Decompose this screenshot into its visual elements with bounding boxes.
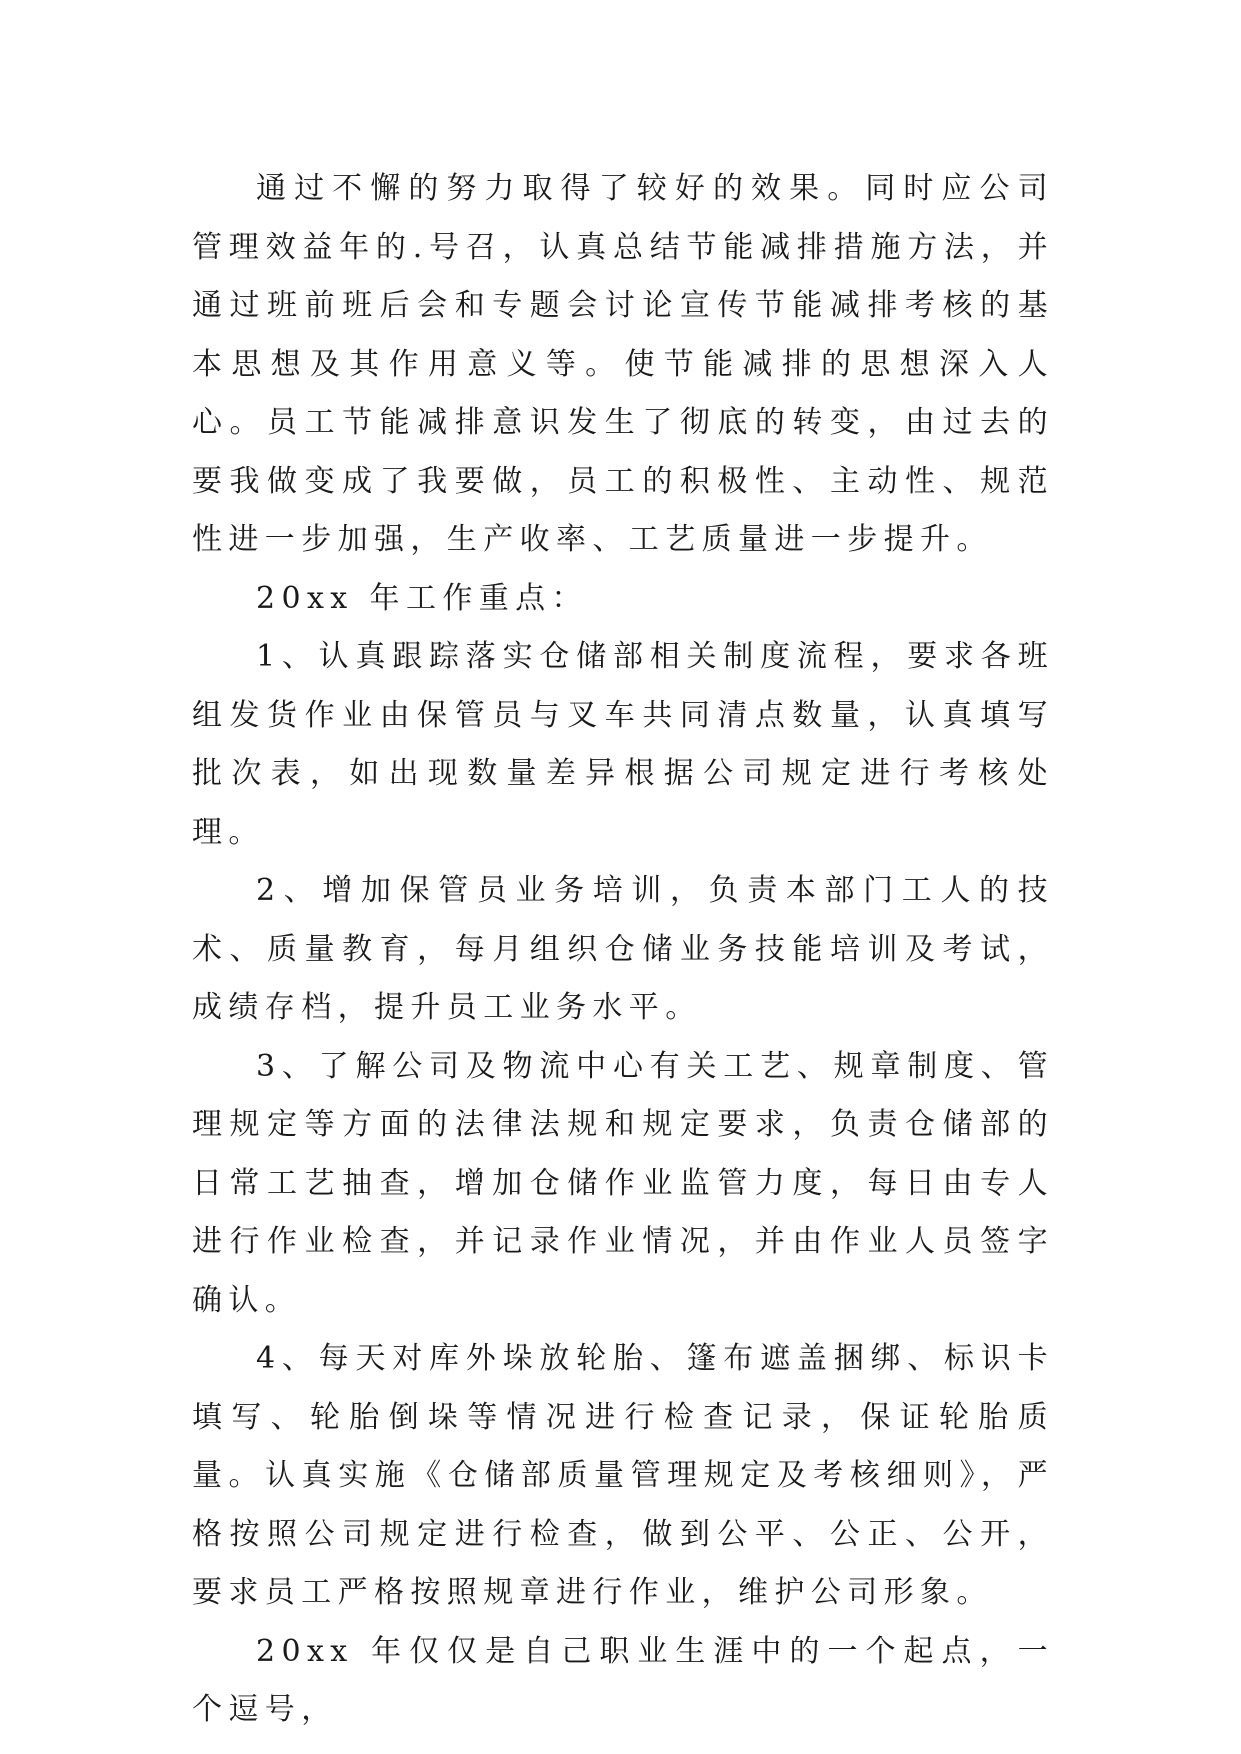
paragraph-closing: 20xx 年仅仅是自己职业生涯中的一个起点，一个逗号，	[192, 1633, 1054, 1727]
paragraph-energy-saving: 通过不懈的努力取得了较好的效果。同时应公司管理效益年的.号召，认真总结节能减排措施方法，并通过班前班后会和专题会讨论宣传节能减排考核的基本思想及其作用意义等。使节能减排的思想深入人心。员工节能减排意识发生了彻底的转变，由过去的要我做变成了我要做，员工的积极性、主动性、规范性进一步加强，生产收率、工艺质量进一步提升。	[192, 171, 1054, 557]
paragraph-item-3: 3、了解公司及物流中心有关工艺、规章制度、管理规定等方面的法律法规和规定要求，负责仓储部的日常工艺抽查，增加仓储作业监管力度，每日由专人进行作业检查，并记录作业情况，并由作业人员签字确认。	[192, 1048, 1054, 1318]
paragraph-item-4: 4、每天对库外垛放轮胎、篷布遮盖捆绑、标识卡填写、轮胎倒垛等情况进行检查记录，保证轮胎质量。认真实施《仓储部质量管理规定及考核细则》，严格按照公司规定进行检查，做到公平、公正、公开，要求员工严格按照规章进行作业，维护公司形象。	[192, 1341, 1054, 1610]
paragraph-work-focus-heading: 20xx 年工作重点：	[256, 580, 588, 616]
document-body	[192, 160, 1054, 1740]
paragraph-item-2: 2、增加保管员业务培训，负责本部门工人的技术、质量教育，每月组织仓储业务技能培训及考试，成绩存档，提升员工业务水平。	[192, 873, 1054, 1025]
paragraph-item-1: 1、认真跟踪落实仓储部相关制度流程，要求各班组发货作业由保管员与叉车共同清点数量，认真填写批次表，如出现数量差异根据公司规定进行考核处理。	[192, 639, 1054, 850]
